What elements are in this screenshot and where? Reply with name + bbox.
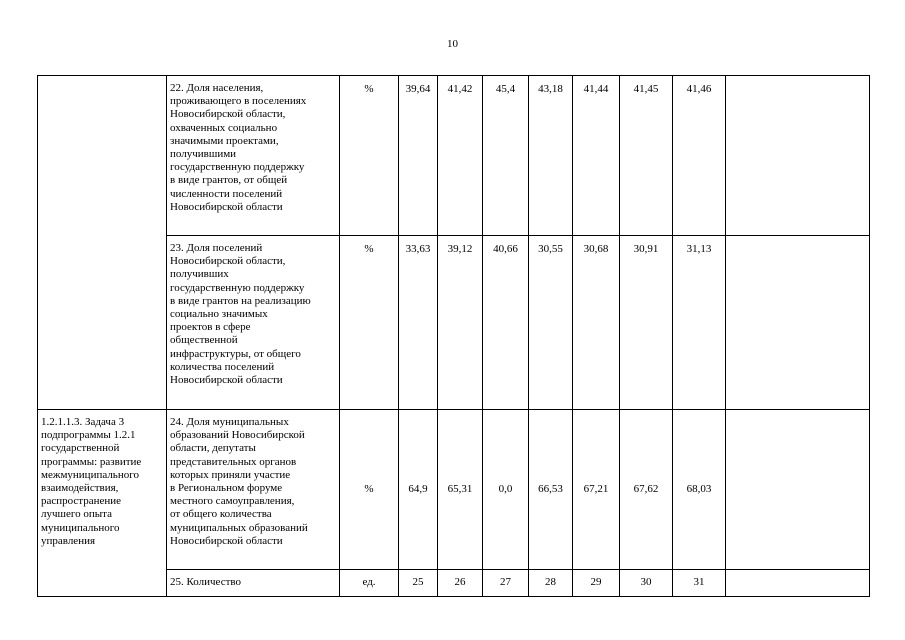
table-row (38, 76, 870, 236)
value-cell: 30,55 (529, 236, 573, 410)
indicator-cell: 23. Доля поселений Новосибирской области, получивших государственную поддержку в виде грантов на реализацию социально значимых проектов в сфере общественной инфраструктуры, от общего количества поселений Новосибирской области (167, 236, 340, 410)
value-cell: 31 (673, 570, 726, 597)
value-cell: 41,45 (620, 76, 673, 236)
value-cell: 65,31 (438, 410, 483, 570)
indicators-table (37, 75, 870, 597)
value-cell: 29 (573, 570, 620, 597)
value-cell: 67,62 (620, 410, 673, 570)
value-cell: 31,13 (673, 236, 726, 410)
note-cell (726, 76, 870, 236)
value-cell: 41,46 (673, 76, 726, 236)
unit-cell: ед. (340, 570, 399, 597)
value-cell: 41,42 (438, 76, 483, 236)
value-cell: 64,9 (399, 410, 438, 570)
value-cell: 45,4 (483, 76, 529, 236)
unit-cell: % (340, 76, 399, 236)
value-cell: 30 (620, 570, 673, 597)
indicator-cell: 24. Доля муниципальных образований Новосибирской области, депутаты представительных органов которых приняли участие в Региональном форуме местного самоуправления, от общего количества муниципальных образований Новосибирской области (167, 410, 340, 570)
value-cell: 33,63 (399, 236, 438, 410)
value-cell: 26 (438, 570, 483, 597)
value-cell: 25 (399, 570, 438, 597)
value-cell: 68,03 (673, 410, 726, 570)
note-cell (726, 236, 870, 410)
value-cell: 30,68 (573, 236, 620, 410)
unit-cell: % (340, 236, 399, 410)
value-cell: 40,66 (483, 236, 529, 410)
page-number: 10 (447, 38, 458, 50)
indicator-cell: 25. Количество (167, 570, 340, 597)
value-cell: 39,64 (399, 76, 438, 236)
unit-cell: % (340, 410, 399, 570)
indicator-cell: 22. Доля населения, проживающего в поселениях Новосибирской области, охваченных социально значимыми проектами, получившими государственную поддержку в виде грантов, от общей численности поселений Новосибирской области (167, 76, 340, 236)
value-cell: 41,44 (573, 76, 620, 236)
value-cell: 43,18 (529, 76, 573, 236)
goal-cell (38, 76, 167, 410)
note-cell (726, 410, 870, 570)
value-cell: 27 (483, 570, 529, 597)
table-row (38, 410, 870, 570)
value-cell: 67,21 (573, 410, 620, 570)
note-cell (726, 570, 870, 597)
value-cell: 39,12 (438, 236, 483, 410)
value-cell: 28 (529, 570, 573, 597)
goal-cell: 1.2.1.1.3. Задача 3 подпрограммы 1.2.1 государственной программы: развитие межмуниципального взаимодействия, распространение лучшего опыта муниципального управления (38, 410, 167, 597)
value-cell: 30,91 (620, 236, 673, 410)
value-cell: 0,0 (483, 410, 529, 570)
value-cell: 66,53 (529, 410, 573, 570)
